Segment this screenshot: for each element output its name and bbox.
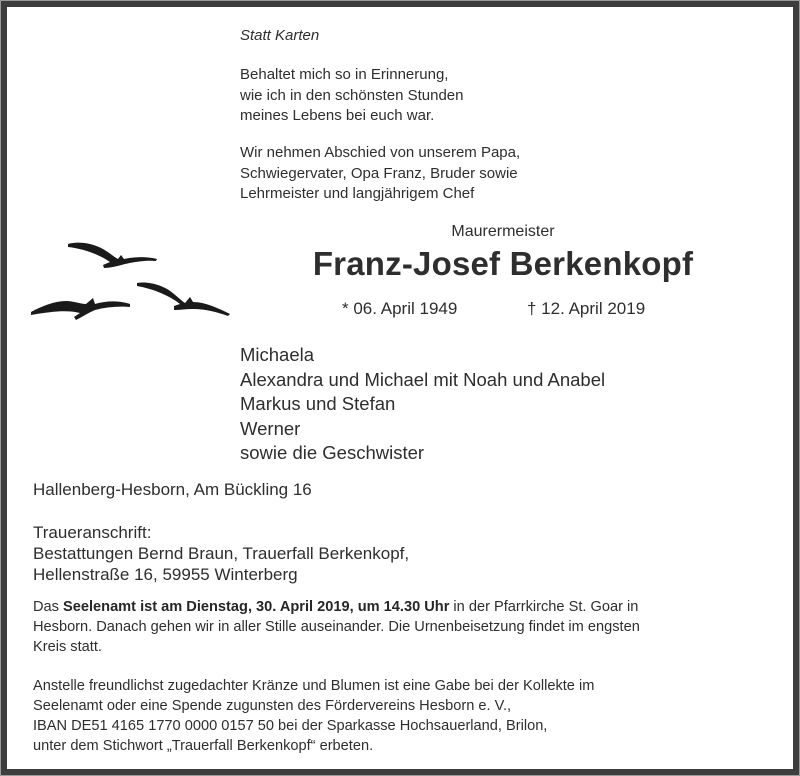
service-date-bold: Seelenamt ist am Dienstag, 30. April 2019, um 14.30 Uhr [63,599,450,615]
bird-icon [68,243,157,268]
mourner: Michaela [240,344,315,365]
mourning-address-line: Bestattungen Bernd Braun, Trauerfall Berkenkopf, [33,544,410,563]
poem-line: wie ich in den schönsten Stunden [240,86,464,104]
flying-birds-icon [0,0,240,330]
farewell-line: Schwiegervater, Opa Franz, Bruder sowie [240,164,518,182]
donation-line: Seelenamt oder eine Spende zugunsten des Fördervereins Hesborn e. V., [33,698,512,714]
farewell-line: Lehrmeister und langjährigem Chef [240,185,475,202]
mourning-address [33,522,409,585]
service-info [33,597,640,657]
service-line-2: Hesborn. Danach gehen wir in aller Stille auseinander. Die Urnenbeisetzung findet im engsten [33,619,640,635]
donation-line: IBAN DE51 4165 1770 0000 0157 50 bei der Sparkasse Hochsauerland, Brilon, [33,718,548,734]
header-statt-karten: Statt Karten [240,27,320,44]
death-date: † 12. April 2019 [527,299,646,318]
mourning-address-line: Hellenstraße 16, 59955 Winterberg [33,565,298,584]
farewell-line: Wir nehmen Abschied von unserem Papa, [240,144,521,161]
mourner: Werner [240,417,301,439]
service-line-3: Kreis statt. [33,639,102,655]
mourner: Markus und Stefan [240,393,396,414]
mourner: Alexandra und Michael mit Noah und Anabel [240,368,606,390]
mourner: sowie die Geschwister [240,442,425,463]
mourning-address-label: Traueranschrift: [33,523,152,542]
donation-info [33,676,594,756]
farewell-text [240,143,520,205]
mourners-list [240,343,605,466]
service-line-1 [33,597,640,617]
donation-line: unter dem Stichwort „Trauerfall Berkenkopf“ erbeten. [33,738,374,754]
bird-icon [137,283,230,316]
donation-line: Anstelle freundlichst zugedachter Kränze und Blumen ist eine Gabe bei der Kollekte im [33,678,595,694]
residence-address: Hallenberg-Hesborn, Am Bückling 16 [33,480,312,499]
birth-date: * 06. April 1949 [342,299,458,318]
service-location: in der Pfarrkirche St. Goar in [449,599,639,615]
poem [240,65,463,127]
service-prefix: Das [33,599,64,615]
poem-line: Behaltet mich so in Erinnerung, [240,66,449,83]
deceased-name: Franz-Josef Berkenkopf [312,245,694,282]
poem-line: meines Lebens bei euch war. [240,107,435,124]
bird-icon [31,298,130,320]
occupation-title: Maurermeister [451,223,555,240]
